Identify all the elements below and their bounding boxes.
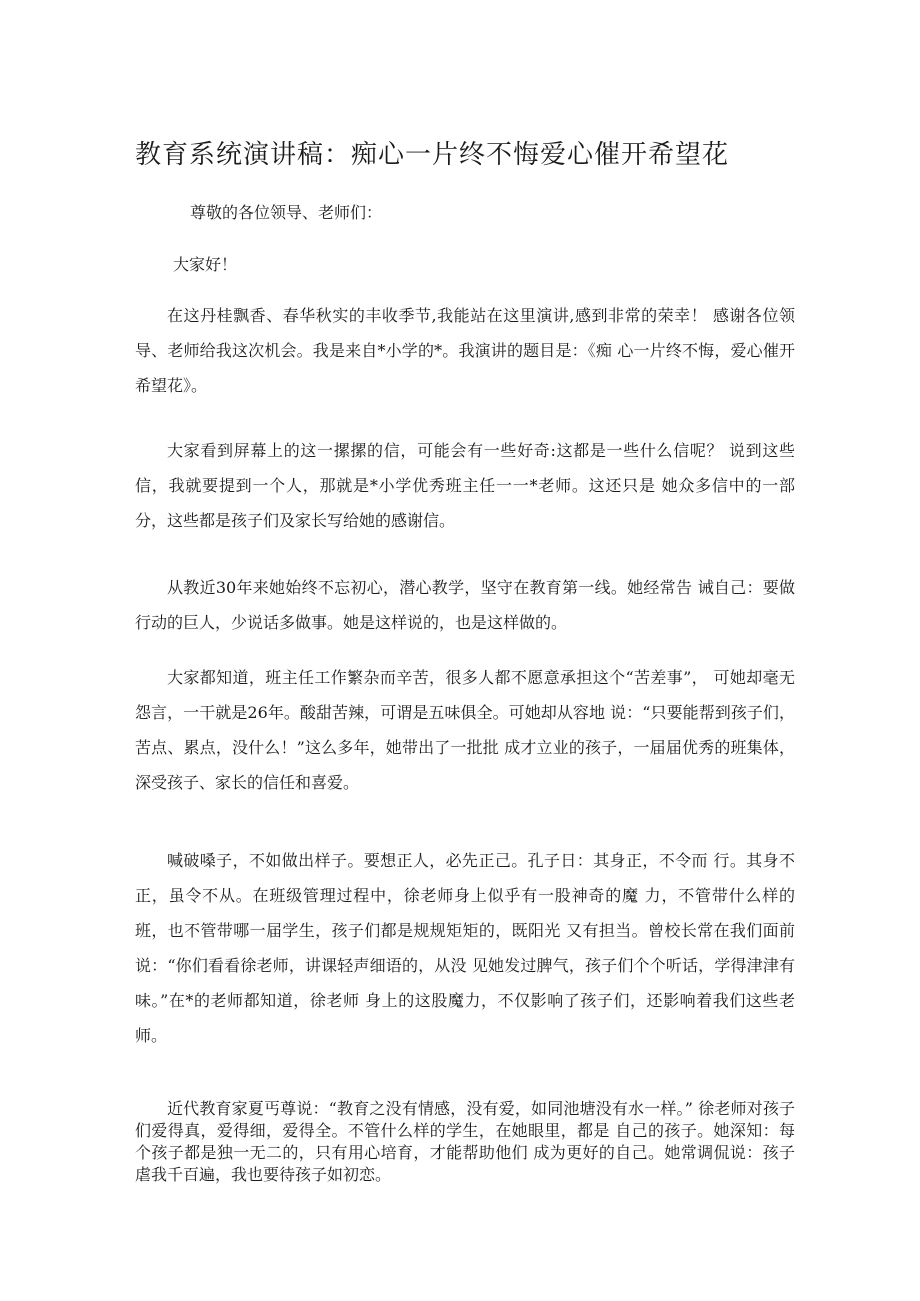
paragraph-2: 大家看到屏幕上的这一摞摞的信，可能会有一些好奇:这都是一些什么信呢？ 说到这些信，我就要提到一个人，那就是*小学优秀班主任一一*老师。这还只是 她众多信中的一部分，这些都是孩子们及家长写给她的感谢信。 (135, 441, 795, 530)
paragraph-1: 在这丹桂飘香、春华秋实的丰收季节,我能站在这里演讲,感到非常的荣幸！ 感谢各位领导、老师给我这次机会。我是来自*小学的*。我演讲的题目是：《痴 心一片终不悔，爱心催开希望花》。 (135, 306, 795, 395)
greeting: 大家好！ (173, 255, 238, 274)
paragraph-3: 从教近30年来她始终不忘初心，潜心教学，坚守在教育第一线。她经常告 诫自己：要做行动的巨人，少说话多做事。她是这样说的，也是这样做的。 (135, 578, 795, 632)
paragraph-6: 近代教育家夏丐尊说：“教育之没有情感，没有爱，如同池塘没有水一样。” 徐老师对孩子们爱得真，爱得细，爱得全。不管什么样的学生，在她眼里，都是 自己的孩子。她深知：每个孩子都是独一无二的，只有用心培育，才能帮助他们 成为更好的自己。她常调侃说：孩子虐我千百遍，我也要待孩子如初恋。 (135, 1099, 795, 1184)
paragraph-5: 喊破嗓子，不如做出样子。要想正人，必先正己。孔子日：其身正，不令而 行。其身不正，虽令不从。在班级管理过程中，徐老师身上似乎有一股神奇的魔 力，不管带什么样的班，也不管带哪一届学生，孩子们都是规规矩矩的，既阳光 又有担当。曾校长常在我们面前说：“你们看看徐老师，讲课轻声细语的，从没 见她发过脾气，孩子们个个听话，学得津津有味。”在*的老师都知道，徐老师 身上的这股魔力，不仅影响了孩子们，还影响着我们这些老师。 (135, 851, 795, 1045)
salutation: 尊敬的各位领导、老师们： (190, 203, 383, 222)
document-title: 教育系统演讲稿：痴心一片终不悔爱心催开希望花 (135, 140, 730, 170)
paragraph-4: 大家都知道，班主任工作繁杂而辛苦，很多人都不愿意承担这个“苦差事”， 可她却毫无怨言，一干就是26年。酸甜苦辣，可谓是五味俱全。可她却从容地 说：“只要能帮到孩子们，苦点、累点，没什么！”这么多年，她带出了一批批 成才立业的孩子，一届届优秀的班集体，深受孩子、家长的信任和喜爱。 (135, 668, 795, 792)
